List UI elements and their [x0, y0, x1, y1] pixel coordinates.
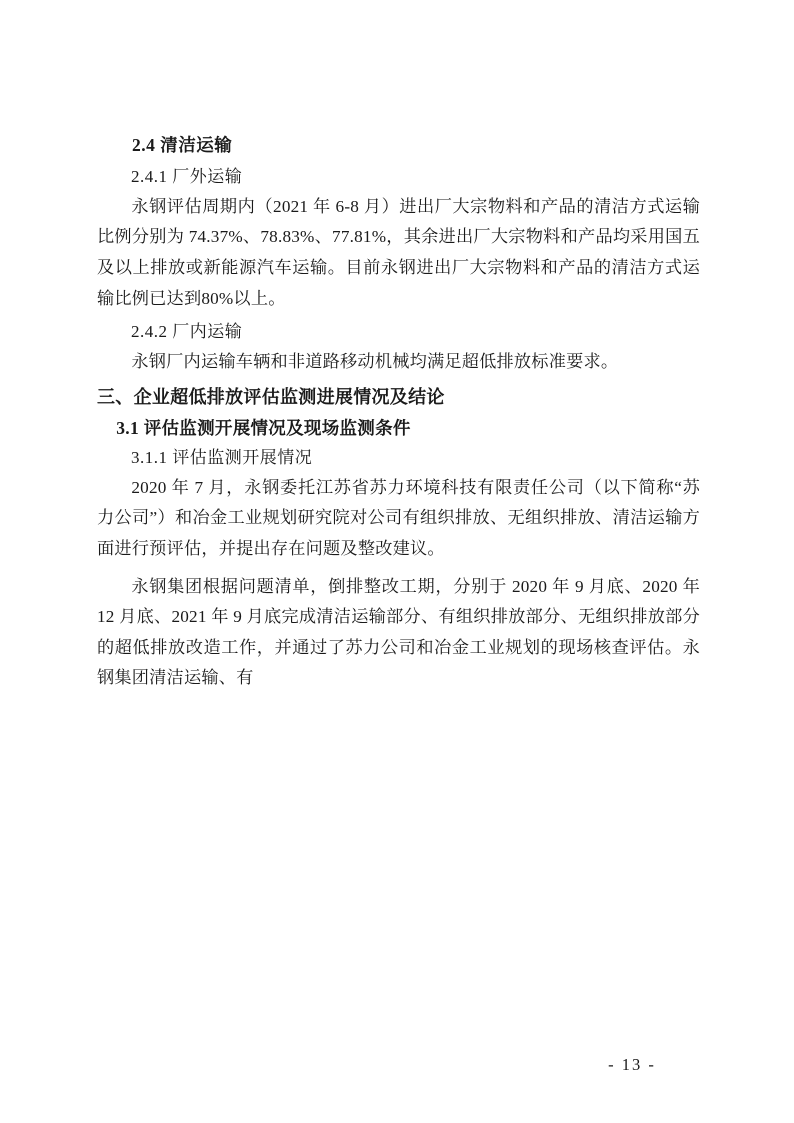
page-number: - 13 - — [608, 1055, 656, 1074]
paragraph-external-transport: 永钢评估周期内（2021 年 6-8 月）进出厂大宗物料和产品的清洁方式运输比例分别为 74.37%、78.83%、77.81%，其余进出厂大宗物料和产品均采用国五及以上排放或新能源汽车运输。目前永钢进出厂大宗物料和产品的清洁方式运输比例已达到80%以上。 — [97, 196, 700, 308]
heading-section-2-4: 2.4 清洁运输 — [132, 135, 233, 155]
heading-section-3: 三、企业超低排放评估监测进展情况及结论 — [97, 387, 445, 408]
paragraph-assessment-commission: 2020 年 7 月，永钢委托江苏省苏力环境科技有限责任公司（以下简称“苏力公司”）和冶金工业规划研究院对公司有组织排放、无组织排放、清洁运输方面进行预评估，并提出存在问题及整改建议。 — [97, 477, 700, 559]
heading-section-2-4-1: 2.4.1 厂外运输 — [131, 167, 243, 187]
spacer — [97, 565, 700, 572]
paragraph-internal-transport: 永钢厂内运输车辆和非道路移动机械均满足超低排放标准要求。 — [131, 351, 619, 371]
page-footer — [0, 1055, 794, 1075]
paragraph-rectification-schedule: 永钢集团根据问题清单，倒排整改工期，分别于 2020 年 9 月底、2020 年 12 月底、2021 年 9 月底完成清洁运输部分、有组织排放部分、无组织排放部分的超低排放改造工作，并通过了苏力公司和冶金工业规划的现场核查评估。永钢集团清洁运输、有 — [97, 576, 700, 688]
heading-section-2-4-2: 2.4.2 厂内运输 — [131, 322, 243, 342]
heading-section-3-1-1: 3.1.1 评估监测开展情况 — [131, 448, 313, 468]
page-content — [97, 132, 700, 694]
heading-section-3-1: 3.1 评估监测开展情况及现场监测条件 — [116, 418, 411, 439]
